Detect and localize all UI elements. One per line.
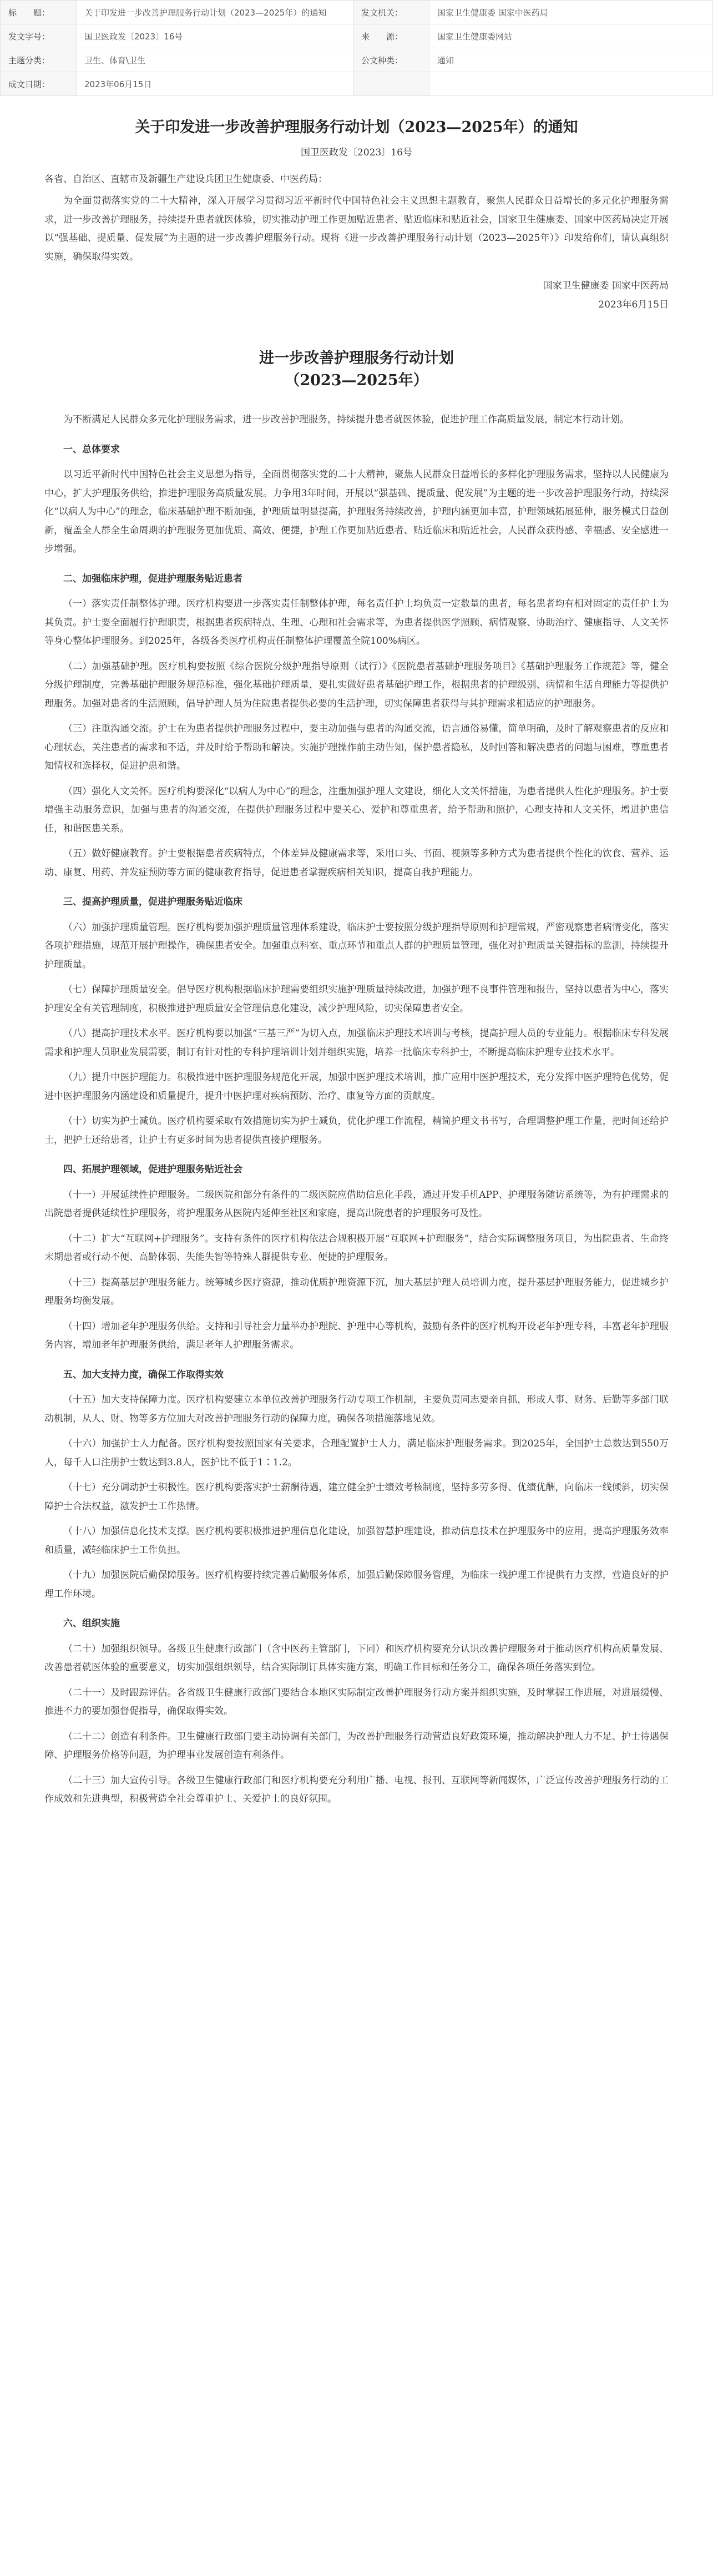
plan-title: [44, 347, 669, 392]
section-paragraph: 以习近平新时代中国特色社会主义思想为指导，全面贯彻落实党的二十大精神，聚焦人民群众日益增长的多样化护理服务需求，坚持以人民健康为中心，扩大护理服务供给，推进护理服务高质量发展。力争用3年时间，开展以“强基础、提质量、促发展”为主题的进一步改善护理服务行动，持续深化“以病人为中心”的理念，临床基础护理不断加强，护理质量明显提高，护理服务持续改善，护理内涵更加丰富，护理领域拓展延伸，服务模式日益创新，覆盖全人群全生命周期的护理服务更加优质、高效、便捷，护理工作更加贴近患者、贴近临床和贴近社会，人民群众获得感、幸福感、安全感进一步增强。: [44, 469, 669, 554]
meta-label: 主题分类：: [1, 48, 77, 72]
section-paragraph: （二）加强基础护理。医疗机构要按照《综合医院分级护理指导原则（试行）》《医院患者基础护理服务项目》《基础护理服务工作规范》等，健全分级护理制度，完善基础护理服务规范标准，强化基础护理质量，要扎实做好患者基础护理工作，根据患者的护理级别、病情和生活自理能力等提供护理服务。加强对患者的生活照顾，倡导护理人员为住院患者提供必要的生活护理，切实保障患者获得与其护理需求相适应的护理服务。: [44, 661, 669, 709]
notice-doc-number: 国卫医政发〔2023〕16号: [301, 147, 412, 158]
section-heading: 四、拓展护理领域，促进护理服务贴近社会: [63, 1164, 242, 1175]
section-paragraph: （七）保障护理质量安全。倡导医疗机构根据临床护理需要组织实施护理质量持续改进，加强护理不良事件管理和报告，坚持以患者为中心，落实护理安全有关管理制度，积极推进护理质量安全管理信息化建设，减少护理风险，切实保障患者安全。: [44, 984, 669, 1014]
meta-row: [1, 24, 713, 48]
notice-date: 2023年6月15日: [598, 299, 669, 310]
section-paragraph: （十一）开展延续性护理服务。二级医院和部分有条件的二级医院应借助信息化手段，通过开发手机APP、护理服务随访系统等，为有护理需求的出院患者提供延续性护理服务，将护理服务从医院内延伸至社区和家庭，提高出院患者的护理服务可及性。: [44, 1189, 669, 1219]
notice-title: 关于印发进一步改善护理服务行动计划（2023—2025年）的通知: [135, 119, 578, 136]
section-paragraph: （九）提升中医护理能力。积极推进中医护理服务规范化开展，加强中医护理技术培训，推广应用中医护理技术，充分发挥中医护理特色优势，促进中医护理服务内涵建设和质量提升，提升中医护理对疾病预防、治疗、康复等方面的贡献度。: [44, 1072, 669, 1102]
section-paragraph: （十八）加强信息化技术支撑。医疗机构要积极推进护理信息化建设，加强智慧护理建设，推动信息技术在护理服务中的应用，提高护理服务效率和质量，减轻临床护士工作负担。: [44, 1526, 669, 1556]
section-paragraph: （一）落实责任制整体护理。医疗机构要进一步落实责任制整体护理，每名责任护士均负责一定数量的患者，每名患者均有相对固定的责任护士为其负责。护士要全面履行护理职责，根据患者疾病特点、生理、心理和社会需求等，为患者提供医学照顾、病情观察、协助治疗、健康指导、人文关怀等身心整体护理服务。到2025年，各级各类医疗机构责任制整体护理覆盖全院100%病区。: [44, 598, 669, 647]
section-paragraph: （五）做好健康教育。护士要根据患者疾病特点，个体差异及健康需求等，采用口头、书面、视频等多种方式为患者提供个性化的饮食、营养、运动、康复、用药、并发症预防等方面的健康教育指导，促进患者掌握疾病相关知识，提高自我护理能力。: [44, 848, 669, 878]
plan-title-line: 进一步改善护理服务行动计划: [259, 350, 454, 367]
section-heading: 三、提高护理质量，促进护理服务贴近临床: [63, 896, 242, 908]
section-paragraph: （六）加强护理质量管理。医疗机构要加强护理质量管理体系建设，临床护士要按照分级护理指导原则和护理常规，严密观察患者病情变化，落实各项护理措施，规范开展护理操作，确保患者安全。加强重点科室、重点环节和重点人群的护理质量管理，强化对护理质量关键指标的监测，持续提升护理质量。: [44, 921, 669, 970]
meta-label: 来 源：: [353, 24, 429, 48]
section-paragraph: （二十二）创造有利条件。卫生健康行政部门要主动协调有关部门，为改善护理服务行动营造良好政策环境，推动解决护理人力不足、护士待遇保障、护理服务价格等问题，为护理事业发展创造有利条件。: [44, 1731, 669, 1761]
meta-label: 发文字号：: [1, 24, 77, 48]
section-heading: 二、加强临床护理，促进护理服务贴近患者: [63, 573, 242, 584]
section-paragraph: （二十三）加大宣传引导。各级卫生健康行政部门和医疗机构要充分利用广播、电视、报刊、互联网等新闻媒体，广泛宣传改善护理服务行动的工作成效和先进典型，积极营造全社会尊重护士、关爱护士的良好氛围。: [44, 1775, 669, 1804]
section-paragraph: （十五）加大支持保障力度。医疗机构要建立本单位改善护理服务行动专项工作机制，主要负责同志要亲自抓，形成人事、财务、后勤等多部门联动机制，从人、财、物等多方位加大对改善护理服务行动的保障力度，确保各项措施落地见效。: [44, 1394, 669, 1424]
meta-value-category: 卫生、体育\卫生: [77, 48, 353, 72]
section-paragraph: （十）切实为护士减负。医疗机构要采取有效措施切实为护士减负，优化护理工作流程，精简护理文书书写，合理调整护理工作量，把时间还给护士，把护士还给患者，让护士有更多时间为患者提供直接护理服务。: [44, 1116, 669, 1146]
notice-salutation: 各省、自治区、直辖市及新疆生产建设兵团卫生健康委、中医药局：: [44, 173, 327, 185]
meta-label: 标 题：: [1, 1, 77, 24]
section-paragraph: （十四）增加老年护理服务供给。支持和引导社会力量举办护理院、护理中心等机构，鼓励有条件的医疗机构开设老年护理专科，丰富老年护理服务内容，增加老年护理服务供给，满足老年人护理服务需求。: [44, 1320, 669, 1350]
section-paragraph: （四）强化人文关怀。医疗机构要深化“以病人为中心”的理念，注重加强护理人文建设，细化人文关怀措施，为患者提供人性化护理服务。护士要增强主动服务意识，加强与患者的沟通交流，在提供护理服务过程中要关心、爱护和尊重患者，给予帮助和照护，心理支持和人文关怀，增进护患信任，和谐医患关系。: [44, 785, 669, 834]
section-paragraph: （十三）提高基层护理服务能力。统筹城乡医疗资源，推动优质护理资源下沉，加大基层护理人员培训力度，提升基层护理服务能力，促进城乡护理服务均衡发展。: [44, 1277, 669, 1307]
notice-signature-block: [44, 276, 669, 314]
document-body: [0, 96, 713, 1838]
section-paragraph: （十二）扩大“互联网+护理服务”。支持有条件的医疗机构依法合规积极开展“互联网+护理服务”，结合实际调整服务项目，为出院患者、生命终末期患者或行动不便、高龄体弱、失能失智等特殊人群提供专业、便捷的护理服务。: [44, 1233, 669, 1263]
meta-value-date: 2023年06月15日: [77, 72, 353, 96]
section-paragraph: （二十）加强组织领导。各级卫生健康行政部门（含中医药主管部门，下同）和医疗机构要充分认识改善护理服务对于推动医疗机构高质量发展、改善患者就医体验的重要意义，切实加强组织领导，结合实际制订具体实施方案，明确工作目标和任务分工，确保各项任务落实到位。: [44, 1643, 669, 1673]
notice-body: 为全面贯彻落实党的二十大精神，深入开展学习贯彻习近平新时代中国特色社会主义思想主题教育，聚焦人民群众日益增长的多元化护理服务需求，进一步改善护理服务，持续提升患者就医体验，切实推动护理工作更加贴近患者、贴近临床和贴近社会，国家卫生健康委、国家中医药局决定开展以“强基础、提质量、促发展”为主题的进一步改善护理服务行动。现将《进一步改善护理服务行动计划（2023—2025年）》印发给你们，请认真组织实施，确保取得实效。: [44, 195, 669, 263]
meta-row: [1, 1, 713, 24]
section-paragraph: （八）提高护理技术水平。医疗机构要以加强“三基三严”为切入点，加强临床护理技术培训与考核，提高护理人员的专业能力。根据临床专科发展需求和护理人员职业发展需要，制订有针对性的专科护理培训计划并组织实施，培养一批临床专科护士，不断提高临床护理专业技术水平。: [44, 1028, 669, 1058]
meta-label: 成文日期：: [1, 72, 77, 96]
section-paragraph: （十七）充分调动护士积极性。医疗机构要落实护士薪酬待遇，建立健全护士绩效考核制度，坚持多劳多得、优绩优酬，向临床一线倾斜，切实保障护士合法权益，激发护士工作热情。: [44, 1482, 669, 1512]
document-meta-table: [0, 0, 713, 96]
meta-value-issuer: 国家卫生健康委 国家中医药局: [429, 1, 713, 24]
meta-value-title: 关于印发进一步改善护理服务行动计划（2023—2025年）的通知: [77, 1, 353, 24]
meta-value-doc-number: 国卫医政发〔2023〕16号: [77, 24, 353, 48]
meta-empty-cell: [429, 72, 713, 96]
section-paragraph: （十九）加强医院后勤保障服务。医疗机构要持续完善后勤服务体系，加强后勤保障服务管理，为临床一线护理工作提供有力支撑，营造良好的护理工作环境。: [44, 1570, 669, 1600]
section-paragraph: （三）注重沟通交流。护士在为患者提供护理服务过程中，要主动加强与患者的沟通交流，语言通俗易懂，简单明确，及时了解观察患者的反应和心理状态，关注患者的需求和不适，并及时给予帮助和解决。实施护理操作前主动告知，保护患者隐私，及时回答和解决患者的问题与困难，尊重患者知情权和选择权，促进护患和谐。: [44, 723, 669, 772]
meta-value-doc-type: 通知: [429, 48, 713, 72]
meta-row: [1, 48, 713, 72]
section-heading: 六、组织实施: [63, 1618, 120, 1629]
section-heading: 一、总体要求: [63, 443, 120, 455]
plan-intro: 为不断满足人民群众多元化护理服务需求，进一步改善护理服务，持续提升患者就医体验，促进护理工作高质量发展，制定本行动计划。: [63, 414, 629, 425]
meta-empty-cell: [353, 72, 429, 96]
meta-row: [1, 72, 713, 96]
plan-sections: [44, 441, 669, 1809]
section-paragraph: （二十一）及时跟踪评估。各省级卫生健康行政部门要结合本地区实际制定改善护理服务行动方案并组织实施，及时掌握工作进展，对进展缓慢、推进不力的要加强督促指导，确保取得实效。: [44, 1687, 669, 1717]
meta-value-source: 国家卫生健康委网站: [429, 24, 713, 48]
plan-title-years: （2023—2025年）: [285, 372, 428, 389]
section-paragraph: （十六）加强护士人力配备。医疗机构要按照国家有关要求，合理配置护士人力，满足临床护理服务需求。到2025年，全国护士总数达到550万人，每千人口注册护士数达到3.8人，医护比不低于1∶1.2。: [44, 1438, 669, 1468]
meta-label: 公文种类：: [353, 48, 429, 72]
notice-signature: 国家卫生健康委 国家中医药局: [543, 280, 669, 291]
meta-label: 发文机关：: [353, 1, 429, 24]
section-heading: 五、加大支持力度，确保工作取得实效: [63, 1369, 224, 1380]
